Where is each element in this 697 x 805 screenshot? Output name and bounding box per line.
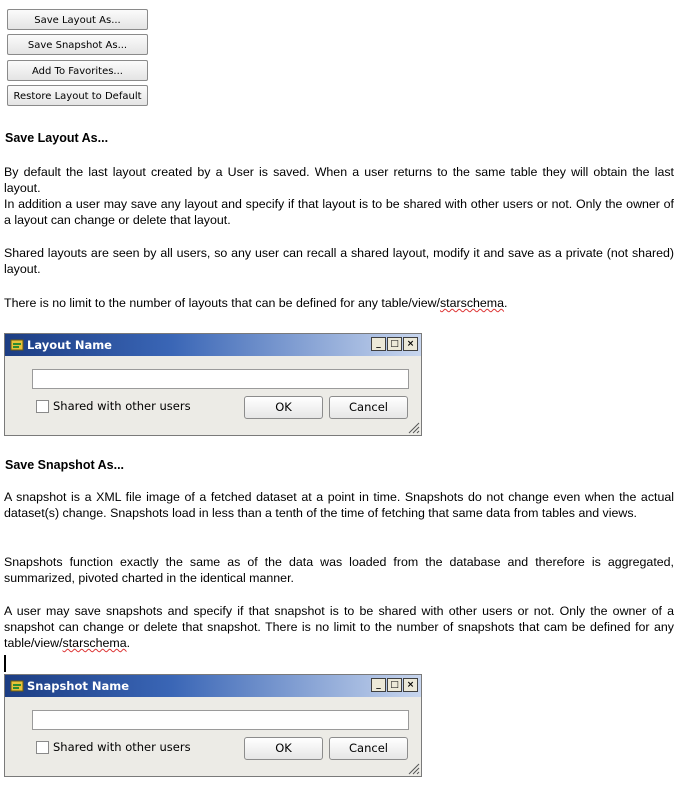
resize-grip-icon[interactable] — [406, 420, 420, 434]
layout-paragraph-2: In addition a user may save any layout and specify if that layout is to be shared with other users or not. Only the owner of a layout can change or delete that layout. — [4, 197, 674, 227]
snapshot-p3-text: A user may save snapshots and specify if that snapshot is to be shared with other users or not. Only the owner of a snapshot can change or delete that snapshot. There is no limit to the number of snapshots that cam be defined for any table/view/ — [4, 604, 674, 650]
restore-layout-default-button[interactable]: Restore Layout to Default — [7, 85, 148, 106]
app-icon — [10, 679, 24, 693]
layout-paragraph-1: By default the last layout created by a User is saved. When a user returns to the same table they will obtain the last layout. — [4, 165, 674, 195]
layout-dialog-title: Layout Name — [27, 338, 112, 352]
resize-grip-icon[interactable] — [406, 761, 420, 775]
maximize-button[interactable]: □ — [387, 337, 402, 351]
snapshot-dialog-title: Snapshot Name — [27, 679, 130, 693]
ok-button[interactable]: OK — [244, 737, 323, 760]
text-cursor — [4, 655, 6, 672]
add-to-favorites-button[interactable]: Add To Favorites... — [7, 60, 148, 81]
close-button[interactable]: × — [403, 678, 418, 692]
snapshot-name-dialog — [4, 674, 422, 777]
spelling-flag-word: starschema — [62, 636, 127, 650]
layout-name-dialog — [4, 333, 422, 436]
layout-p4-text: There is no limit to the number of layouts that can be defined for any table/view/ — [4, 296, 440, 310]
layout-paragraph-4 — [4, 295, 674, 311]
minimize-button[interactable]: _ — [371, 678, 386, 692]
save-snapshot-as-button[interactable]: Save Snapshot As... — [7, 34, 148, 55]
shared-checkbox-label: Shared with other users — [53, 399, 191, 413]
ok-button[interactable]: OK — [244, 396, 323, 419]
cancel-button[interactable]: Cancel — [329, 396, 408, 419]
spelling-flag-word: starschema — [439, 296, 505, 310]
shared-checkbox-label: Shared with other users — [53, 740, 191, 754]
snapshot-paragraph-3 — [4, 603, 674, 651]
save-layout-heading: Save Layout As... — [5, 131, 109, 145]
shared-checkbox[interactable] — [36, 400, 49, 413]
layout-p4-end: . — [504, 296, 508, 310]
snapshot-paragraph-2: Snapshots function exactly the same as of the data was loaded from the database and therefore is aggregated, summarized, pivoted charted in the identical manner. — [4, 555, 674, 585]
close-button[interactable]: × — [403, 337, 418, 351]
app-icon — [10, 338, 24, 352]
cancel-button[interactable]: Cancel — [329, 737, 408, 760]
layout-name-input[interactable] — [32, 369, 409, 389]
snapshot-dialog-titlebar[interactable] — [5, 675, 421, 697]
layout-paragraph-3: Shared layouts are seen by all users, so any user can recall a shared layout, modify it and save as a private (not shared) layout. — [4, 246, 674, 276]
shared-checkbox[interactable] — [36, 741, 49, 754]
maximize-button[interactable]: □ — [387, 678, 402, 692]
minimize-button[interactable]: _ — [371, 337, 386, 351]
snapshot-paragraph-1: A snapshot is a XML file image of a fetched dataset at a point in time. Snapshots do not change even when the actual dataset(s) change. Snapshots load in less than a tenth of the time of fetching that same data from tables and views. — [4, 490, 674, 520]
snapshot-name-input[interactable] — [32, 710, 409, 730]
save-snapshot-heading: Save Snapshot As... — [5, 458, 125, 472]
layout-dialog-titlebar[interactable] — [5, 334, 421, 356]
save-layout-as-button[interactable]: Save Layout As... — [7, 9, 148, 30]
snapshot-p3-end: . — [126, 636, 131, 650]
